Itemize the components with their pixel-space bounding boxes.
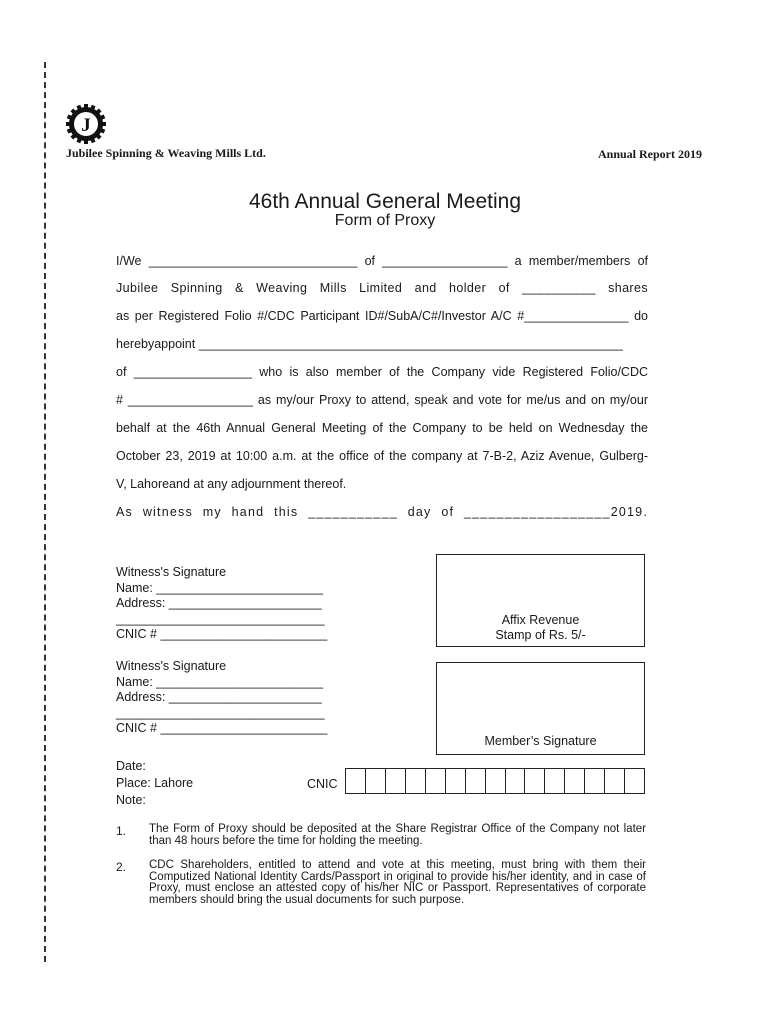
note-number: 2. bbox=[116, 860, 127, 874]
cnic-digit-cell[interactable] bbox=[386, 769, 406, 793]
witness-1-address[interactable]: Address: ______________________ bbox=[116, 596, 322, 610]
cnic-digit-cell[interactable] bbox=[366, 769, 386, 793]
page-subtitle: Form of Proxy bbox=[334, 212, 436, 229]
logo-letter: J bbox=[81, 115, 91, 136]
place-field[interactable]: Place: Lahore bbox=[116, 776, 194, 790]
body-line: behalf at the 46th Annual General Meeting of the Company to be held on Wednesday the bbox=[116, 421, 648, 435]
report-title: Annual Report 2019 bbox=[597, 147, 702, 161]
cnic-digit-cell[interactable] bbox=[525, 769, 545, 793]
cnic-digit-cell[interactable] bbox=[605, 769, 625, 793]
date-field[interactable]: Date: bbox=[116, 759, 146, 773]
witness-2-address-line2[interactable]: ______________________________ bbox=[116, 705, 325, 720]
cnic-digit-cell[interactable] bbox=[565, 769, 585, 793]
cnic-digit-cell[interactable] bbox=[585, 769, 605, 793]
body-line: # __________________ as my/our Proxy to attend, speak and vote for me/us and on my/our bbox=[116, 393, 648, 407]
body-line: of _________________ who is also member of the Company vide Registered Folio/CDC bbox=[116, 365, 648, 379]
company-name: Jubilee Spinning & Weaving Mills Ltd. bbox=[66, 146, 266, 160]
footer-fields bbox=[116, 758, 193, 809]
body-line: herebyappoint _____________________________________________________________ bbox=[116, 337, 623, 351]
witness-2-cnic[interactable]: CNIC # ________________________ bbox=[116, 721, 328, 735]
note-text: CDC Shareholders, entitled to attend and vote at this meeting, must bring with them their Computized National Identity Cards/Passport in original to provide his/her identity, and in case of Proxy, must enclose an attested copy of his/her NIC or Passport. Representatives of corporate members should bring the usual documents for such purpose. bbox=[149, 859, 646, 906]
body-line: V, Lahoreand at any adjournment thereof. bbox=[116, 477, 347, 491]
note-number: 1. bbox=[116, 824, 127, 838]
witness-1-name[interactable]: Name: ________________________ bbox=[116, 580, 324, 595]
body-line: October 23, 2019 at 10:00 a.m. at the office of the company at 7-B-2, Aziz Avenue, Gulberg- bbox=[116, 449, 648, 463]
body-line: Jubilee Spinning & Weaving Mills Limited and holder of __________ shares bbox=[116, 281, 648, 295]
cnic-digit-cell[interactable] bbox=[446, 769, 466, 793]
revenue-stamp-box[interactable] bbox=[436, 554, 645, 647]
body-line: As witness my hand this ___________ day of __________________2019. bbox=[116, 505, 648, 519]
cnic-digit-cell[interactable] bbox=[486, 769, 506, 793]
witness-2-heading: Witness's Signature bbox=[116, 659, 227, 673]
cnic-digit-cell[interactable] bbox=[545, 769, 565, 793]
witness-2-address[interactable]: Address: ______________________ bbox=[116, 690, 322, 704]
cnic-digit-cell[interactable] bbox=[426, 769, 446, 793]
body-line: I/We ______________________________ of __________________ a member/members of bbox=[116, 254, 648, 268]
stamp-line-1: Affix Revenue bbox=[501, 613, 580, 627]
witness-2-name[interactable]: Name: ________________________ bbox=[116, 674, 324, 689]
cnic-digit-cell[interactable] bbox=[625, 769, 644, 793]
cnic-digit-cell[interactable] bbox=[346, 769, 366, 793]
cnic-grid[interactable] bbox=[345, 768, 645, 794]
member-signature-box[interactable] bbox=[436, 662, 645, 755]
page-title: 46th Annual General Meeting bbox=[248, 190, 522, 213]
member-signature-label: Member’s Signature bbox=[484, 734, 597, 748]
cnic-label: CNIC bbox=[307, 777, 338, 791]
note-label: Note: bbox=[116, 793, 146, 807]
cnic-digit-cell[interactable] bbox=[406, 769, 426, 793]
witness-1-cnic[interactable]: CNIC # ________________________ bbox=[116, 627, 328, 641]
stamp-line-2: Stamp of Rs. 5/- bbox=[495, 628, 586, 642]
cnic-digit-cell[interactable] bbox=[506, 769, 526, 793]
company-logo bbox=[66, 104, 106, 144]
witness-1-address-line2[interactable]: ______________________________ bbox=[116, 611, 325, 626]
witness-1-heading: Witness's Signature bbox=[116, 565, 227, 579]
witness-1-block bbox=[116, 565, 327, 643]
body-line: as per Registered Folio #/CDC Participant ID#/SubA/C#/Investor A/C #_______________ do bbox=[116, 309, 648, 323]
witness-2-block bbox=[116, 659, 327, 737]
cnic-digit-cell[interactable] bbox=[466, 769, 486, 793]
note-text: The Form of Proxy should be deposited at the Share Registrar Office of the Company not later than 48 hours before the time for holding the meeting. bbox=[149, 823, 646, 847]
